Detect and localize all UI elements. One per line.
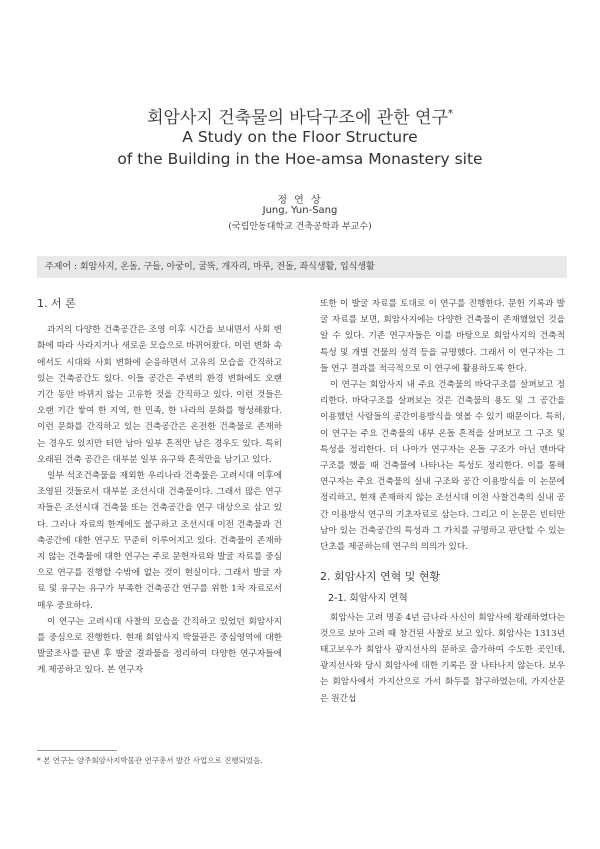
paragraph: 또한 이 발굴 자료를 토대로 이 연구를 진행한다. 문헌 기록과 발굴 자료를 보면, 회암사지에는 다양한 건축물이 존재했었던 것을 알 수 있다. 기존 연구자들은 이를 바탕으로 회암사지의 건축적 특성 및 개별 건물의 성격 등을 규명했다. 그래서 이 연구자는 그들 연구 결과를 적극적으로 이 연구에 활용하도록 한다. [320,299,565,374]
title-footnote-mark: * [447,108,453,120]
paragraph: 이 연구는 회암사지 내 주요 건축물의 바닥구조를 살펴보고 정리한다. 바닥구조를 살펴보는 것은 건축물의 용도 및 그 공간을 이용했던 사람들의 공간이용방식을 엿볼 수 있기 때문이다. 특히, 이 연구는 주요 건축물의 내부 온돌 흔적을 살펴보고 그 구조 및 특성을 정리한다. 더 나아가 연구자는 온돌 구조가 아닌 맨바닥 구조를 했을 때 건축물에 나타나는 특성도 정리한다. 이를 통해 연구자는 주요 건축물의 실내 구조와 공간 이용방식을 이 논문에 정리하고, 현재 존재하지 않는 조선시대 이전 사찰건축의 실내 공간 이용방식 연구의 기초자료로 삼는다. 그리고 이 논문은 빈터만 남아 있는 건축공간의 특성과 그 가치를 규명하고 판단할 수 있는 단초를 제공하는데 연구의 의의가 있다. [320,380,565,553]
title-english-line-1: A Study on the Floor Structure [182,128,418,146]
section-heading-introduction: 1. 서 론 [37,297,76,310]
paragraph: 일부 석조건축물을 제외한 우리나라 건축물은 고려시대 이후에 조영된 것들로서 대부분 조선시대 건축물이다. 그래서 많은 연구자들은 조선시대 건축물 또는 건축공간을 연구 대상으로 삼고 있다. 그러나 자료의 한계에도 불구하고 조선시대 이전 건축물과 건축공간에 대한 연구도 꾸준히 이루어지고 있다. 건축물이 존재하지 않는 건축물에 대한 연구는 주로 문헌자료와 발굴 자료를 중심으로 연구를 진행할 수밖에 없는 것이 현실이다. 그래서 발굴 자료 및 유구는 유구가 부족한 건축공간 연구를 위한 1차 자료로서 매우 중요하다. [37,471,282,611]
right-column [320,296,565,707]
paragraph: 회암사는 고려 명종 4년 금나라 사신이 회암사에 왕래하였다는 것으로 보아 고려 때 창건된 사찰로 보고 있다. 회암사는 1313년 태고보우가 회암사 광지선사의 문하로 출가하여 수도한 곳인데, 광지선사와 당시 회암사에 대한 기록은 잘 나타나지 않는다. 보우는 회암사에서 가지산으로 가서 화두를 참구하였는데, 가지산문은 원간섭 [320,612,565,704]
section-heading-history: 2. 회암사지 연혁 및 현황 [320,570,441,584]
title-korean [0,103,600,128]
paragraph: 이 연구는 고려시대 사찰의 모습을 간직하고 있었던 회암사지를 중심으로 진행한다. 현재 회암사지 박물관은 중심영역에 대한 발굴조사를 끝낸 후 발굴 결과물을 정리하여 다양한 연구자들에게 제공하고 있다. 본 연구자 [37,616,282,676]
subsection-heading-history: 2-1. 회암사지 연혁 [328,593,408,605]
left-column [37,296,282,679]
paragraph: 과거의 다양한 건축공간은 조영 이후 시간을 보내면서 사회 변화에 따라 사라지거나 새로운 모습으로 바뀌어왔다. 이런 변화 속에서도 시대와 사회 변화에 순응하면서 고유의 모습을 간직하고 있는 건축공간도 있다. 이들 공간은 주변의 환경 변화에도 오랜 기간 동안 바뀌지 않는 고유한 것을 간직하고 있다. 이런 것들은 오랜 기간 쌓여 한 지역, 한 민족, 한 나라의 문화를 형성해왔다. 이런 문화를 간직하고 있는 건축공간은 온전한 건축물로 존재하는 경우도 있지만 터만 남아 일부 흔적만 남은 경우도 있다. 특히 오래된 건축 공간은 대부분 일부 유구와 흔적만을 남기고 있다. [37,325,282,465]
author-korean: 정 연 상 [277,195,323,206]
footnote-divider [37,750,117,751]
author-english: Jung, Yun-Sang [262,205,338,216]
title-korean-text: 회암사지 건축물의 바닥구조에 관한 연구 [147,108,448,128]
footnote: * 본 연구는 양주회암사지박물관 연구총서 발간 사업으로 진행되었음. [37,756,263,765]
author-affiliation: (국립안동대학교 건축공학과 부교수) [228,222,372,232]
keywords-box: 주제어 : 회암사지, 온돌, 구들, 아궁이, 굴뚝, 개자리, 마루, 전돌, 좌식생활, 입식생활 [37,256,567,278]
title-english-line-2: of the Building in the Hoe-amsa Monastery site [117,150,483,168]
